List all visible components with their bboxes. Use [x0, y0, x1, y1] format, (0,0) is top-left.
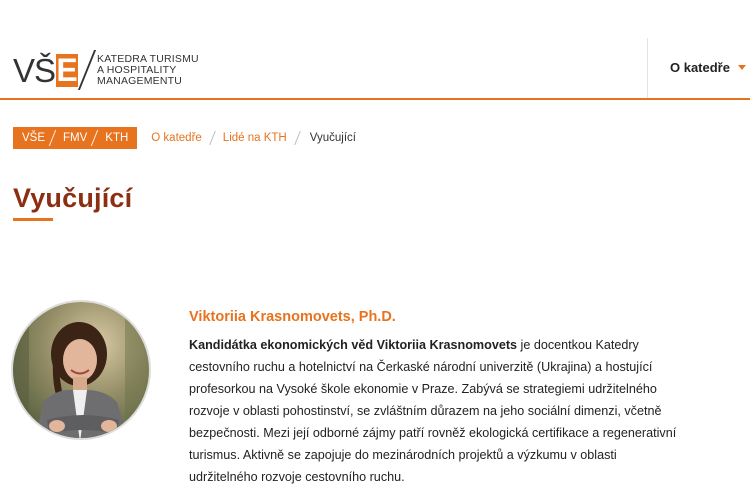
- nav-menu-label: O katedře: [670, 60, 730, 75]
- nav-divider: [647, 38, 648, 98]
- breadcrumb-separator: [294, 131, 301, 145]
- breadcrumb-fmv[interactable]: FMV: [54, 127, 96, 149]
- title-underline: [13, 218, 53, 221]
- bio-bold-lead: Kandidátka ekonomických věd Viktoriia Krasnomovets: [189, 338, 518, 352]
- breadcrumb-lide-na-kth[interactable]: Lidé na KTH: [222, 132, 287, 144]
- breadcrumb-boxed-group: [13, 127, 137, 149]
- person-bio: [189, 334, 679, 488]
- breadcrumb-o-katedre[interactable]: O katedře: [151, 132, 202, 144]
- logo-letters: VŠ: [13, 51, 56, 89]
- avatar-photo: [13, 302, 151, 440]
- caret-down-icon: [738, 65, 746, 70]
- logo-text: [97, 54, 199, 87]
- person-name: Viktoriia Krasnomovets, Ph.D.: [189, 309, 396, 325]
- page-title: Vyučující: [13, 183, 133, 213]
- site-header: [0, 0, 750, 100]
- logo-line-2: A HOSPITALITY: [97, 63, 177, 76]
- bio-text: je docentkou Katedry cestovního ruchu a hotelnictví na Čerkaské národní univerzitě (Ukrajina) a hostující profesorkou na Vysoké škole ekonomie v Praze. Zabývá se strategiemi udržitelného rozvoje v oblasti pohostinství, se zvláštním důrazem na jeho sociální dimenzi, včetně bezpečnosti. Mezi její odborné zájmy patří rovněž ekologická certifikace a regenerativní turismus. Aktivně se zapojuje do mezinárodních projektů a výzkumu v oblasti udržitelného rozvoje cestovního ruchu.: [189, 338, 677, 484]
- avatar: [11, 300, 151, 440]
- breadcrumb-separator: [209, 131, 216, 145]
- breadcrumb: [13, 127, 356, 149]
- logo-slash: [78, 50, 96, 90]
- breadcrumb-vse[interactable]: VŠE: [22, 132, 46, 144]
- logo-line-1: KATEDRA TURISMU: [97, 52, 199, 65]
- logo-e-block: E: [56, 51, 78, 88]
- logo-line-3: MANAGEMENTU: [97, 74, 183, 87]
- nav-menu-o-katedre[interactable]: [670, 60, 746, 75]
- breadcrumb-current: Vyučující: [309, 132, 356, 144]
- vse-kth-logo[interactable]: [13, 50, 199, 90]
- breadcrumb-kth[interactable]: KTH: [96, 127, 137, 149]
